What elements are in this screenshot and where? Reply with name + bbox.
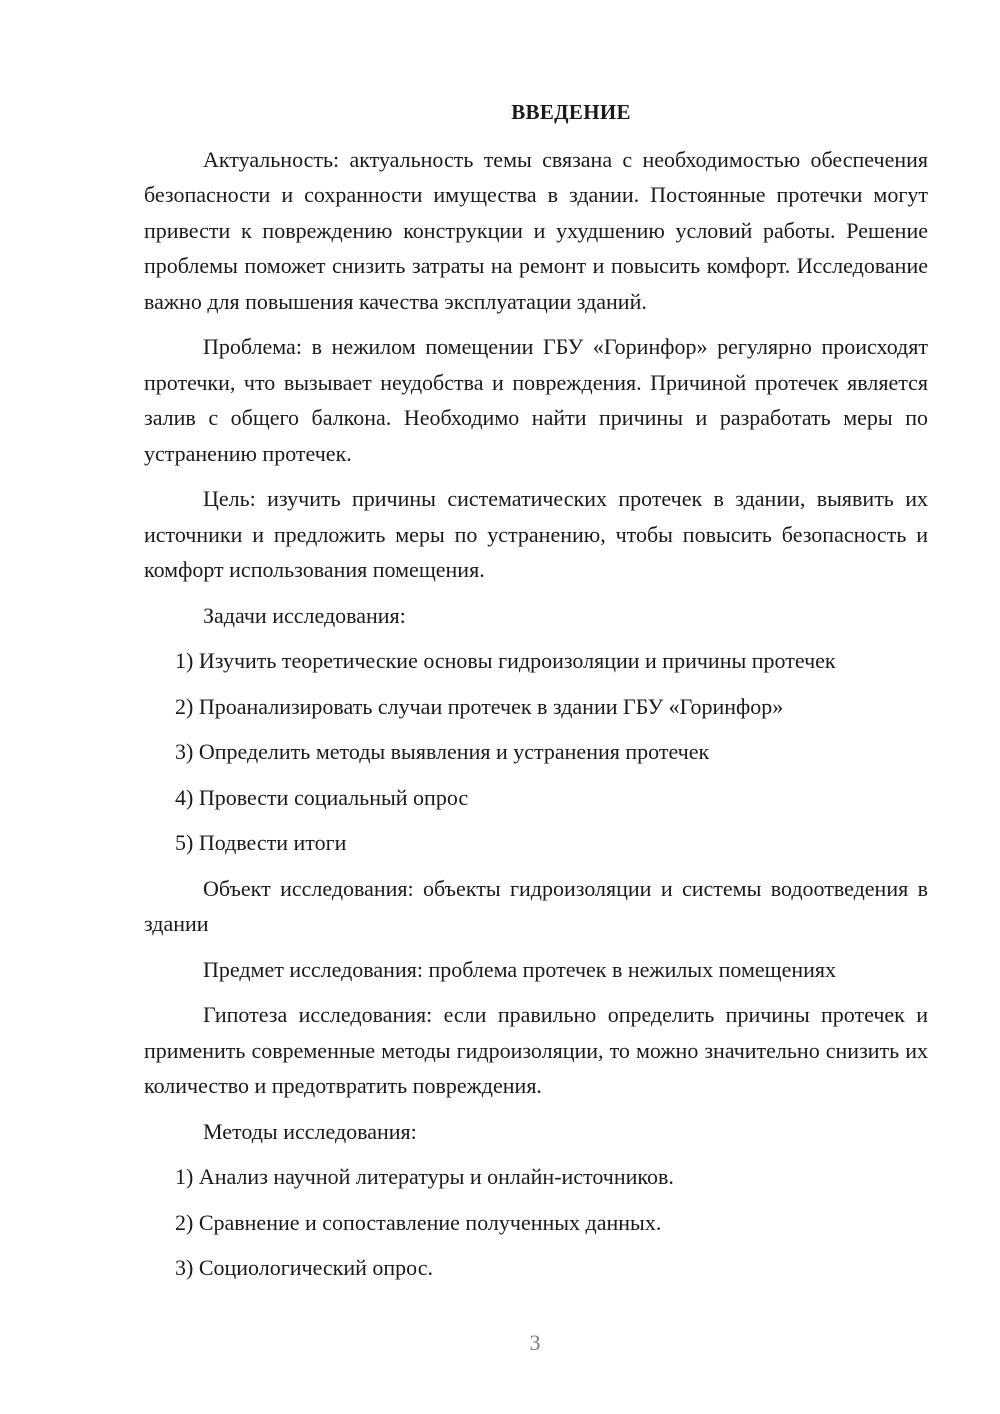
task-item: 2) Проанализировать случаи протечек в здании ГБУ «Горинфор» — [175, 693, 784, 719]
task-item: 4) Провести социальный опрос — [175, 784, 469, 810]
relevance-paragraph: Актуальность: актуальность темы связана с необходимостью обеспечения безопасности и сохранности имущества в здании. Постоянные протечки могут привести к повреждению конструкции и ухудшению условий работы. Решение проблемы поможет снизить затраты на ремонт и повысить комфорт. Исследование важно для повышения качества эксплуатации зданий. — [144, 146, 928, 314]
tasks-heading: Задачи исследования: — [203, 602, 406, 628]
method-item: 1) Анализ научной литературы и онлайн-источников. — [175, 1164, 674, 1189]
methods-heading: Методы исследования: — [203, 1118, 417, 1144]
task-item: 1) Изучить теоретические основы гидроизоляции и причины протечек — [175, 648, 836, 673]
subject-paragraph: Предмет исследования: проблема протечек в нежилых помещениях — [203, 956, 837, 982]
page-number: 3 — [529, 1330, 541, 1355]
task-item: 5) Подвести итоги — [175, 830, 347, 855]
method-item: 2) Сравнение и сопоставление полученных данных. — [175, 1209, 662, 1235]
document-page — [144, 95, 928, 1296]
section-heading: ВВЕДЕНИЕ — [511, 100, 631, 124]
hypothesis-paragraph: Гипотеза исследования: если правильно определить причины протечек и применить современные методы гидроизоляции, то можно значительно снизить их количество и предотвратить повреждения. — [144, 1002, 928, 1098]
task-item: 3) Определить методы выявления и устранения протечек — [175, 739, 710, 764]
goal-paragraph: Цель: изучить причины систематических протечек в здании, выявить их источники и предложить меры по устранению, чтобы повысить безопасность и комфорт использования помещения. — [144, 486, 928, 582]
object-paragraph: Объект исследования: объекты гидроизоляции и системы водоотведения в здании — [144, 875, 928, 936]
method-item: 3) Социологический опрос. — [175, 1255, 433, 1280]
problem-paragraph: Проблема: в нежилом помещении ГБУ «Горинфор» регулярно происходят протечки, что вызывает неудобства и повреждения. Причиной протечек является залив с общего балкона. Необходимо найти причины и разработать меры по устранению протечек. — [144, 334, 928, 466]
